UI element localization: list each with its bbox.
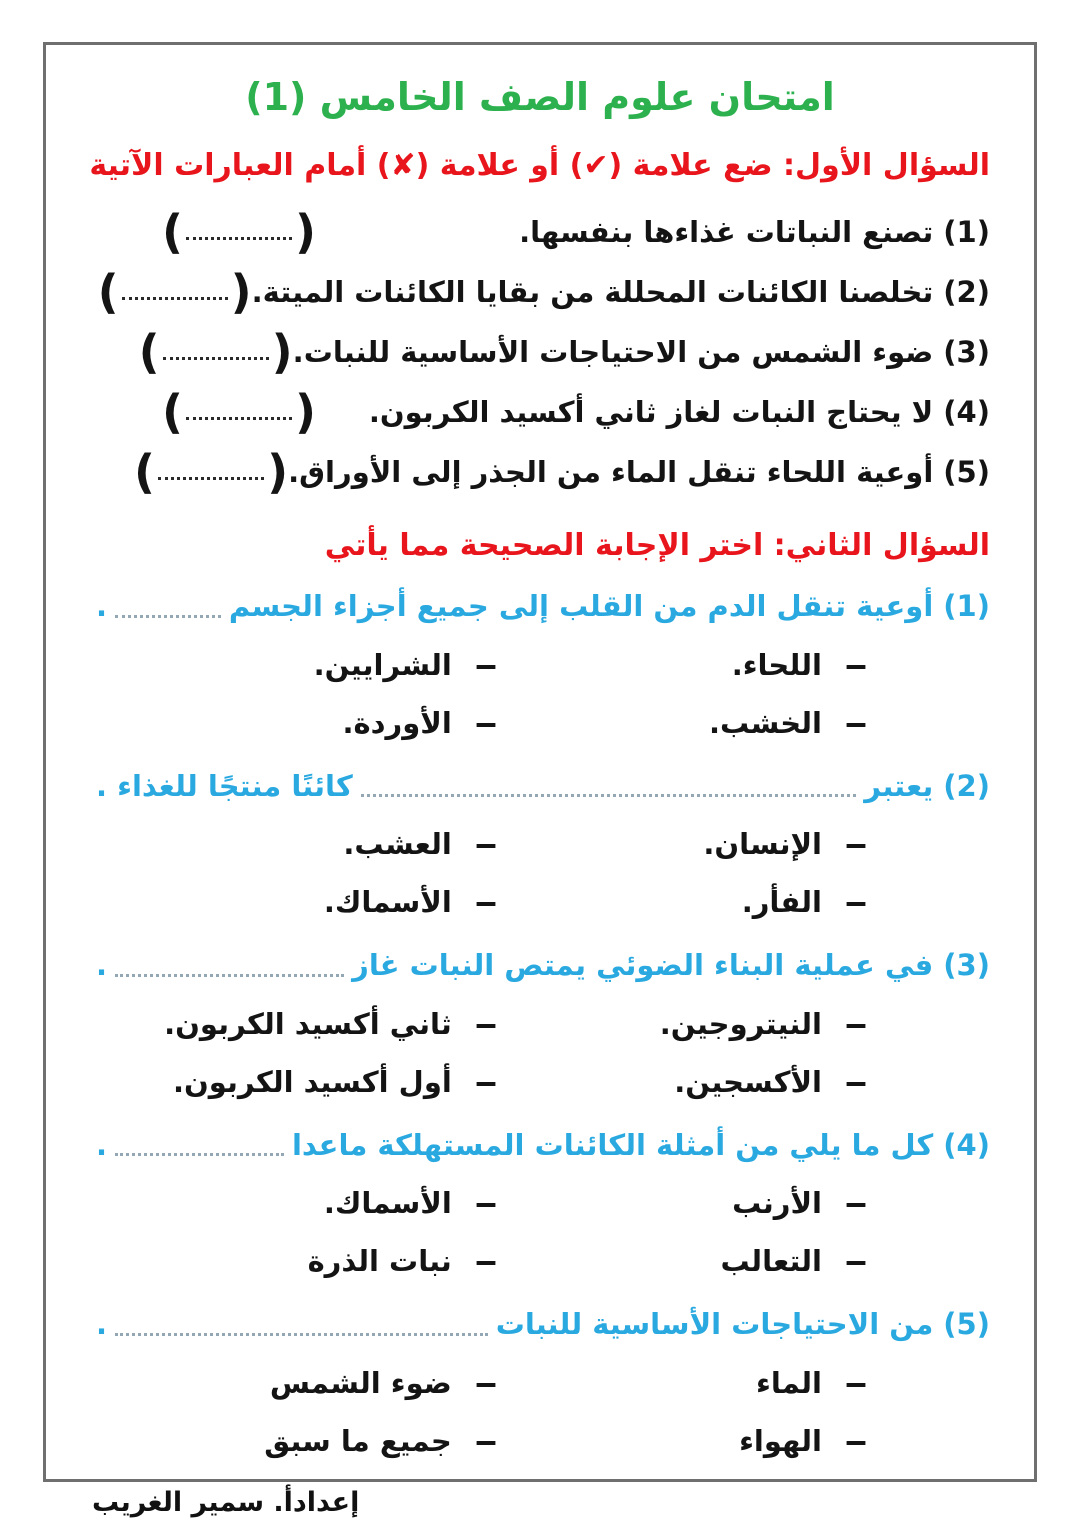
footer-prepared-by: إعدادأ. سمير الغريب	[92, 1487, 360, 1518]
statement-text-wrap	[293, 335, 990, 369]
statement-text-wrap	[288, 455, 990, 489]
mcq-stem-text: كل ما يلي من أمثلة الكائنات المستهلكة ماعدا	[291, 1127, 934, 1162]
option-label: اللحاء.	[731, 647, 822, 682]
option-label: الأسماك.	[323, 885, 452, 920]
option-dash: –	[473, 825, 498, 864]
mcq-block	[66, 585, 1014, 747]
statement-text: تصنع النباتات غذاءها بنفسها.	[519, 214, 934, 249]
mcq-option[interactable]	[94, 699, 498, 747]
bracket-close: )	[230, 264, 252, 319]
option-dash: –	[844, 825, 868, 864]
mcq-options	[66, 1359, 1014, 1465]
bracket-open: (	[138, 324, 160, 379]
mcq-stem	[66, 1124, 1014, 1168]
bracket-open: (	[97, 264, 119, 319]
option-label: جميع ما سبق	[264, 1423, 452, 1458]
option-dash: –	[844, 1004, 868, 1043]
mcq-block	[66, 1303, 1014, 1465]
statements-list	[66, 202, 1014, 502]
section1-heading: السؤال الأول: ضع علامة (✔) أو علامة (✘) أمام العبارات الآتية	[89, 148, 990, 184]
statement-row	[66, 382, 1014, 442]
option-label: الفأر.	[741, 885, 822, 920]
answer-slot[interactable]	[138, 324, 293, 379]
mcq-option[interactable]	[494, 820, 868, 868]
exam-sheet	[43, 42, 1037, 1482]
option-dash: –	[473, 1363, 498, 1402]
option-dash: –	[473, 1242, 498, 1281]
bracket-close: )	[295, 384, 317, 439]
option-label: الهواء	[739, 1423, 822, 1458]
mcq-option[interactable]	[94, 1359, 498, 1407]
mcq-number: (4)	[943, 1127, 990, 1162]
mcq-stem	[66, 1303, 1014, 1347]
mcq-option[interactable]	[494, 1179, 868, 1227]
answer-blank-dotted-line[interactable]	[115, 1153, 284, 1156]
statement-text-wrap	[369, 395, 990, 429]
option-label: الأوردة.	[342, 705, 452, 740]
mcq-number: (3)	[943, 948, 990, 983]
option-label: الخشب.	[709, 705, 822, 740]
statement-text: لا يحتاج النبات لغاز ثاني أكسيد الكربون.	[368, 394, 934, 429]
option-dash: –	[473, 1004, 498, 1043]
option-dash: –	[844, 1062, 868, 1101]
option-label: الإنسان.	[703, 827, 822, 862]
answer-slot[interactable]	[162, 204, 317, 259]
option-label: النيتروجين.	[659, 1006, 822, 1041]
mcq-number: (1)	[943, 589, 990, 624]
mcq-stem-text: يعتبر	[864, 768, 934, 803]
mcq-number: (2)	[943, 768, 990, 803]
mcq-stem	[66, 944, 1014, 988]
mcq-stem	[66, 765, 1014, 809]
answer-dotted-line	[163, 357, 269, 360]
mcq-option[interactable]	[494, 878, 868, 926]
option-label: الماء	[756, 1365, 822, 1400]
answer-slot[interactable]	[162, 384, 317, 439]
mcq-block	[66, 765, 1014, 927]
section2-heading: السؤال الثاني: اختر الإجابة الصحيحة مما يأتي	[324, 527, 990, 563]
mcq-stem-tail: .	[96, 948, 108, 983]
option-label: الأرنب	[732, 1186, 822, 1221]
bracket-open: (	[162, 204, 184, 259]
mcq-option[interactable]	[94, 1000, 498, 1048]
statement-row	[66, 322, 1014, 382]
option-dash: –	[844, 1184, 868, 1223]
answer-slot[interactable]	[134, 444, 289, 499]
statement-number: (3)	[943, 334, 990, 369]
answer-blank-dotted-line[interactable]	[115, 974, 344, 977]
statement-row	[66, 202, 1014, 262]
mcq-option[interactable]	[494, 1417, 868, 1465]
mcq-option[interactable]	[94, 1417, 498, 1465]
option-dash: –	[844, 1363, 868, 1402]
option-label: الشرايين.	[313, 647, 452, 682]
option-label: العشب.	[343, 827, 452, 862]
mcq-option[interactable]	[94, 820, 498, 868]
statement-text: تخلصنا الكائنات المحللة من بقايا الكائنات الميتة.	[251, 274, 934, 309]
mcq-stem	[66, 585, 1014, 629]
mcq-option[interactable]	[494, 1058, 868, 1106]
statement-number: (2)	[943, 274, 990, 309]
option-label: أول أكسيد الكربون.	[173, 1064, 452, 1099]
mcq-option[interactable]	[94, 878, 498, 926]
option-label: ثاني أكسيد الكربون.	[164, 1006, 452, 1041]
option-dash: –	[473, 1062, 498, 1101]
mcq-options	[66, 820, 1014, 926]
mcq-block	[66, 944, 1014, 1106]
answer-dotted-line	[158, 477, 264, 480]
answer-blank-dotted-line[interactable]	[361, 794, 857, 797]
bracket-close: )	[271, 324, 293, 379]
mcq-option[interactable]	[494, 641, 868, 689]
statement-text-wrap	[252, 275, 990, 309]
mcq-option[interactable]	[494, 1359, 868, 1407]
questions-list	[66, 585, 1014, 1465]
bracket-close: )	[267, 444, 289, 499]
mcq-option[interactable]	[94, 1237, 498, 1285]
mcq-options	[66, 641, 1014, 747]
answer-dotted-line	[186, 237, 292, 240]
statement-text-wrap	[519, 215, 990, 249]
answer-slot[interactable]	[97, 264, 252, 319]
option-label: التعالب	[720, 1244, 822, 1279]
option-dash: –	[473, 1184, 498, 1223]
option-label: نبات الذرة	[307, 1244, 452, 1279]
option-dash: –	[473, 883, 498, 922]
mcq-stem-tail: .	[96, 589, 108, 624]
mcq-stem-text: في عملية البناء الضوئي يمتص النبات غاز	[352, 948, 934, 983]
mcq-stem-text: أوعية تنقل الدم من القلب إلى جميع أجزاء الجسم	[228, 589, 934, 624]
statement-number: (1)	[943, 214, 990, 249]
mcq-option[interactable]	[94, 641, 498, 689]
option-dash: –	[844, 1421, 868, 1460]
statement-row	[66, 262, 1014, 322]
mcq-option[interactable]	[494, 699, 868, 747]
mcq-stem-tail: .	[96, 1127, 108, 1162]
bracket-close: )	[295, 204, 317, 259]
mcq-option[interactable]	[494, 1237, 868, 1285]
statement-number: (5)	[943, 454, 990, 489]
answer-dotted-line	[122, 297, 228, 300]
mcq-option[interactable]	[94, 1179, 498, 1227]
answer-blank-dotted-line[interactable]	[115, 615, 221, 618]
option-label: الأكسجين.	[674, 1064, 822, 1099]
mcq-number: (5)	[943, 1307, 990, 1342]
option-label: الأسماك.	[323, 1186, 452, 1221]
option-dash: –	[473, 1421, 498, 1460]
answer-dotted-line	[186, 417, 292, 420]
option-dash: –	[844, 1242, 868, 1281]
answer-blank-dotted-line[interactable]	[115, 1333, 488, 1336]
statement-row	[66, 442, 1014, 502]
statement-text: أوعية اللحاء تنقل الماء من الجذر إلى الأوراق.	[288, 454, 934, 489]
mcq-stem-tail: كائنًا منتجًا للغذاء .	[96, 768, 353, 803]
bracket-open: (	[162, 384, 184, 439]
mcq-options	[66, 1179, 1014, 1285]
statement-text: ضوء الشمس من الاحتياجات الأساسية للنبات.	[292, 334, 934, 369]
mcq-option[interactable]	[494, 1000, 868, 1048]
statement-number: (4)	[943, 394, 990, 429]
option-dash: –	[844, 703, 868, 742]
bracket-open: (	[134, 444, 156, 499]
option-dash: –	[473, 645, 498, 684]
option-dash: –	[473, 703, 498, 742]
option-label: ضوء الشمس	[269, 1365, 452, 1400]
mcq-block	[66, 1124, 1014, 1286]
mcq-stem-text: من الاحتياجات الأساسية للنبات	[495, 1307, 934, 1342]
mcq-option[interactable]	[94, 1058, 498, 1106]
mcq-stem-tail: .	[96, 1307, 108, 1342]
option-dash: –	[844, 645, 868, 684]
exam-title: امتحان علوم الصف الخامس (1)	[245, 75, 835, 119]
mcq-options	[66, 1000, 1014, 1106]
option-dash: –	[844, 883, 868, 922]
